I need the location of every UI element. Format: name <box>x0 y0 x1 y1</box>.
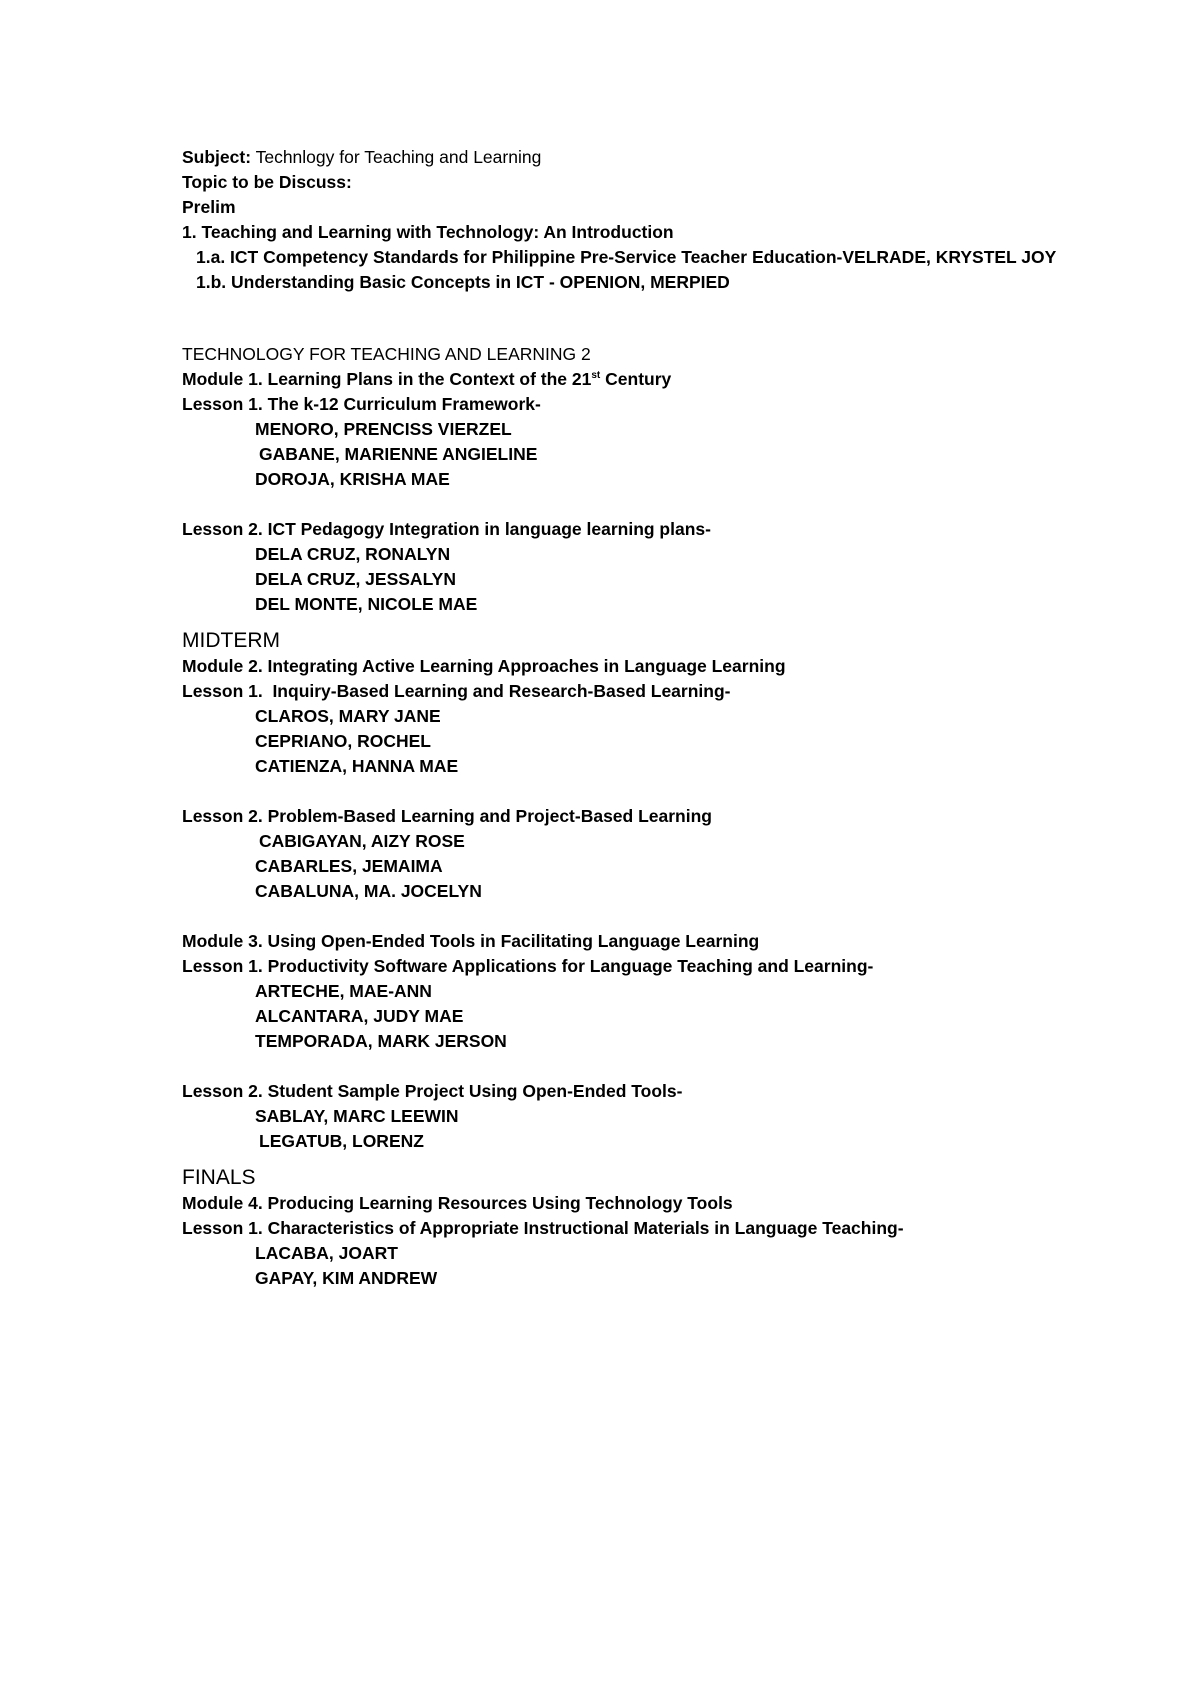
student-name: ALCANTARA, JUDY MAE <box>255 1006 464 1026</box>
midterm-heading: MIDTERM <box>182 629 280 652</box>
student-name: GAPAY, KIM ANDREW <box>255 1268 438 1288</box>
finals-heading: FINALS <box>182 1166 256 1189</box>
module-1-heading: Module 1. Learning Plans in the Context of the 21st Century <box>182 369 672 389</box>
student-name: TEMPORADA, MARK JERSON <box>255 1031 507 1051</box>
module-3-lesson-2: Lesson 2. Student Sample Project Using Open-Ended Tools- <box>182 1081 683 1101</box>
topic-item-1a: 1.a. ICT Competency Standards for Philippine Pre-Service Teacher Education-VELRADE, KRYSTEL JOY <box>196 247 1057 267</box>
student-name: SABLAY, MARC LEEWIN <box>255 1106 459 1126</box>
module-2-lesson-1: Lesson 1. Inquiry-Based Learning and Research-Based Learning- <box>182 681 731 701</box>
student-name: DOROJA, KRISHA MAE <box>255 469 450 489</box>
module-2-heading: Module 2. Integrating Active Learning Approaches in Language Learning <box>182 656 786 676</box>
superscript: st <box>591 370 601 382</box>
topic-item-1: 1. Teaching and Learning with Technology: An Introduction <box>182 222 674 242</box>
topic-line: Topic to be Discuss: <box>182 172 352 192</box>
subject-value: Technlogy for Teaching and Learning <box>251 147 542 167</box>
student-name: CABARLES, JEMAIMA <box>255 856 443 876</box>
student-name: GABANE, MARIENNE ANGIELINE <box>259 444 538 464</box>
student-name: LEGATUB, LORENZ <box>259 1131 424 1151</box>
module-1-lesson-1: Lesson 1. The k-12 Curriculum Framework- <box>182 394 541 414</box>
student-name: CABALUNA, MA. JOCELYN <box>255 881 482 901</box>
student-name: CLAROS, MARY JANE <box>255 706 441 726</box>
student-name: MENORO, PRENCISS VIERZEL <box>255 419 512 439</box>
student-name: ARTECHE, MAE-ANN <box>255 981 432 1001</box>
student-name: CATIENZA, HANNA MAE <box>255 756 459 776</box>
subject-label: Subject: <box>182 147 252 167</box>
module-4-heading: Module 4. Producing Learning Resources Using Technology Tools <box>182 1193 733 1213</box>
subject-line <box>182 145 1082 170</box>
student-name: DELA CRUZ, RONALYN <box>255 544 451 564</box>
student-name: LACABA, JOART <box>255 1243 398 1263</box>
module-1-lesson-2: Lesson 2. ICT Pedagogy Integration in language learning plans- <box>182 519 711 539</box>
module-2-lesson-2: Lesson 2. Problem-Based Learning and Project-Based Learning <box>182 806 712 826</box>
document-page <box>182 145 1082 1291</box>
prelim-label: Prelim <box>182 197 236 217</box>
module-4-lesson-1: Lesson 1. Characteristics of Appropriate Instructional Materials in Language Teaching- <box>182 1218 904 1238</box>
student-name: DEL MONTE, NICOLE MAE <box>255 594 478 614</box>
module-3-lesson-1: Lesson 1. Productivity Software Applications for Language Teaching and Learning- <box>182 956 874 976</box>
course-title: TECHNOLOGY FOR TEACHING AND LEARNING 2 <box>182 344 591 364</box>
topic-item-1b: 1.b. Understanding Basic Concepts in ICT - OPENION, MERPIED <box>196 272 730 292</box>
student-name: DELA CRUZ, JESSALYN <box>255 569 456 589</box>
student-name: CEPRIANO, ROCHEL <box>255 731 431 751</box>
module-3-heading: Module 3. Using Open-Ended Tools in Facilitating Language Learning <box>182 931 760 951</box>
student-name: CABIGAYAN, AIZY ROSE <box>259 831 465 851</box>
